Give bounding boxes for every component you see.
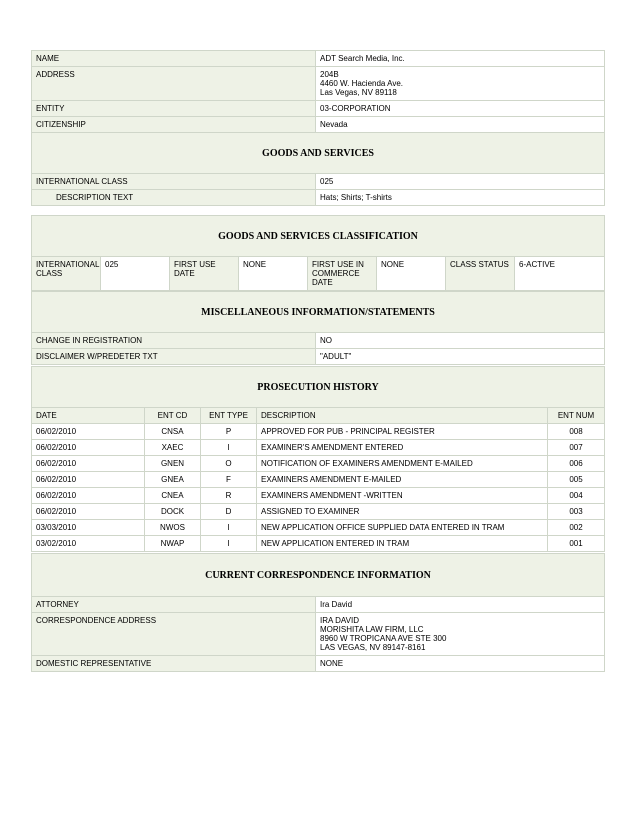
row-ent-cd: XAEC [145, 440, 200, 455]
row-ent-num: 003 [548, 504, 604, 519]
correspondence-address-label: CORRESPONDENCE ADDRESS [32, 613, 315, 655]
misc-heading: MISCELLANEOUS INFORMATION/STATEMENTS [32, 292, 604, 332]
row-ent-num: 006 [548, 456, 604, 471]
col-description: DESCRIPTION [257, 408, 547, 423]
row-ent-type: O [201, 456, 256, 471]
change-label: CHANGE IN REGISTRATION [32, 333, 315, 348]
first-commerce-label: FIRST USE IN COMMERCE DATE [308, 257, 376, 290]
address-line: Las Vegas, NV 89118 [320, 88, 397, 97]
owner-table [31, 50, 605, 206]
table-row [32, 520, 604, 535]
table-row [32, 504, 604, 519]
address-label: ADDRESS [32, 67, 315, 100]
row-ent-type: P [201, 424, 256, 439]
change-value: NO [316, 333, 604, 348]
row-ent-type: F [201, 472, 256, 487]
domestic-row [32, 656, 604, 671]
goods-heading: GOODS AND SERVICES [32, 133, 604, 173]
row-ent-type: I [201, 440, 256, 455]
prosecution-table [31, 366, 605, 552]
domestic-label: DOMESTIC REPRESENTATIVE [32, 656, 315, 671]
row-date: 03/02/2010 [32, 536, 144, 551]
row-ent-num: 008 [548, 424, 604, 439]
row-ent-cd: NWAP [145, 536, 200, 551]
row-date: 06/02/2010 [32, 472, 144, 487]
table-row [32, 424, 604, 439]
citizenship-row [32, 117, 604, 132]
row-date: 06/02/2010 [32, 440, 144, 455]
row-ent-num: 007 [548, 440, 604, 455]
row-ent-type: I [201, 536, 256, 551]
attorney-label: ATTORNEY [32, 597, 315, 612]
row-ent-num: 001 [548, 536, 604, 551]
classification-table [31, 215, 605, 291]
row-ent-cd: NWOS [145, 520, 200, 535]
address-line: 4460 W. Hacienda Ave. [320, 79, 404, 88]
name-value: ADT Search Media, Inc. [316, 51, 604, 66]
row-description: EXAMINERS AMENDMENT E-MAILED [257, 472, 547, 487]
goods-class-label: INTERNATIONAL CLASS [32, 174, 315, 189]
col-ent-type: ENT TYPE [201, 408, 256, 423]
row-ent-num: 005 [548, 472, 604, 487]
row-date: 06/02/2010 [32, 488, 144, 503]
col-date: DATE [32, 408, 144, 423]
address-line: MORISHITA LAW FIRM, LLC [320, 625, 424, 634]
class-status-label: CLASS STATUS [446, 257, 514, 290]
intl-class-label: INTERNATIONAL CLASS [32, 257, 100, 290]
entity-label: ENTITY [32, 101, 315, 116]
table-row [32, 440, 604, 455]
name-label: NAME [32, 51, 315, 66]
correspondence-heading: CURRENT CORRESPONDENCE INFORMATION [32, 554, 604, 596]
row-ent-type: D [201, 504, 256, 519]
name-row [32, 51, 604, 66]
prosecution-heading: PROSECUTION HISTORY [32, 367, 604, 407]
prosecution-header-row [32, 408, 604, 423]
goods-class-row [32, 174, 604, 189]
change-row [32, 333, 604, 348]
domestic-value: NONE [316, 656, 604, 671]
goods-class-value: 025 [316, 174, 604, 189]
row-ent-type: I [201, 520, 256, 535]
first-commerce-value: NONE [377, 257, 445, 290]
correspondence-address-value [316, 613, 604, 655]
classification-heading: GOODS AND SERVICES CLASSIFICATION [32, 216, 604, 256]
address-line: 204B [320, 70, 339, 79]
address-value [316, 67, 604, 100]
misc-table [31, 291, 605, 365]
entity-row [32, 101, 604, 116]
row-ent-num: 002 [548, 520, 604, 535]
disclaimer-value: "ADULT" [316, 349, 604, 364]
entity-value: 03-CORPORATION [316, 101, 604, 116]
row-ent-cd: GNEN [145, 456, 200, 471]
correspondence-address-row [32, 613, 604, 655]
row-description: APPROVED FOR PUB - PRINCIPAL REGISTER [257, 424, 547, 439]
row-description: NEW APPLICATION OFFICE SUPPLIED DATA ENTERED IN TRAM [257, 520, 547, 535]
row-description: ASSIGNED TO EXAMINER [257, 504, 547, 519]
goods-desc-value: Hats; Shirts; T-shirts [316, 190, 604, 205]
first-use-label: FIRST USE DATE [170, 257, 238, 290]
citizenship-label: CITIZENSHIP [32, 117, 315, 132]
col-ent-num: ENT NUM [548, 408, 604, 423]
class-status-value: 6-ACTIVE [515, 257, 604, 290]
row-date: 06/02/2010 [32, 456, 144, 471]
row-description: NEW APPLICATION ENTERED IN TRAM [257, 536, 547, 551]
intl-class-value: 025 [101, 257, 169, 290]
row-ent-cd: CNSA [145, 424, 200, 439]
goods-desc-row [32, 190, 604, 205]
disclaimer-row [32, 349, 604, 364]
first-use-value: NONE [239, 257, 307, 290]
address-line: 8960 W TROPICANA AVE STE 300 [320, 634, 447, 643]
row-ent-cd: CNEA [145, 488, 200, 503]
row-ent-cd: GNEA [145, 472, 200, 487]
row-ent-num: 004 [548, 488, 604, 503]
col-ent-cd: ENT CD [145, 408, 200, 423]
row-ent-type: R [201, 488, 256, 503]
correspondence-table [31, 553, 605, 672]
address-line: IRA DAVID [320, 616, 359, 625]
citizenship-value: Nevada [316, 117, 604, 132]
disclaimer-label: DISCLAIMER W/PREDETER TXT [32, 349, 315, 364]
table-row [32, 472, 604, 487]
row-description: NOTIFICATION OF EXAMINERS AMENDMENT E-MAILED [257, 456, 547, 471]
row-date: 06/02/2010 [32, 424, 144, 439]
row-description: EXAMINER'S AMENDMENT ENTERED [257, 440, 547, 455]
table-row [32, 536, 604, 551]
table-row [32, 456, 604, 471]
classification-row [32, 257, 604, 290]
row-ent-cd: DOCK [145, 504, 200, 519]
row-date: 03/03/2010 [32, 520, 144, 535]
attorney-row [32, 597, 604, 612]
goods-desc-label: DESCRIPTION TEXT [32, 190, 315, 205]
row-description: EXAMINERS AMENDMENT -WRITTEN [257, 488, 547, 503]
attorney-value: Ira David [316, 597, 604, 612]
address-row [32, 67, 604, 100]
table-row [32, 488, 604, 503]
row-date: 06/02/2010 [32, 504, 144, 519]
address-line: LAS VEGAS, NV 89147-8161 [320, 643, 426, 652]
